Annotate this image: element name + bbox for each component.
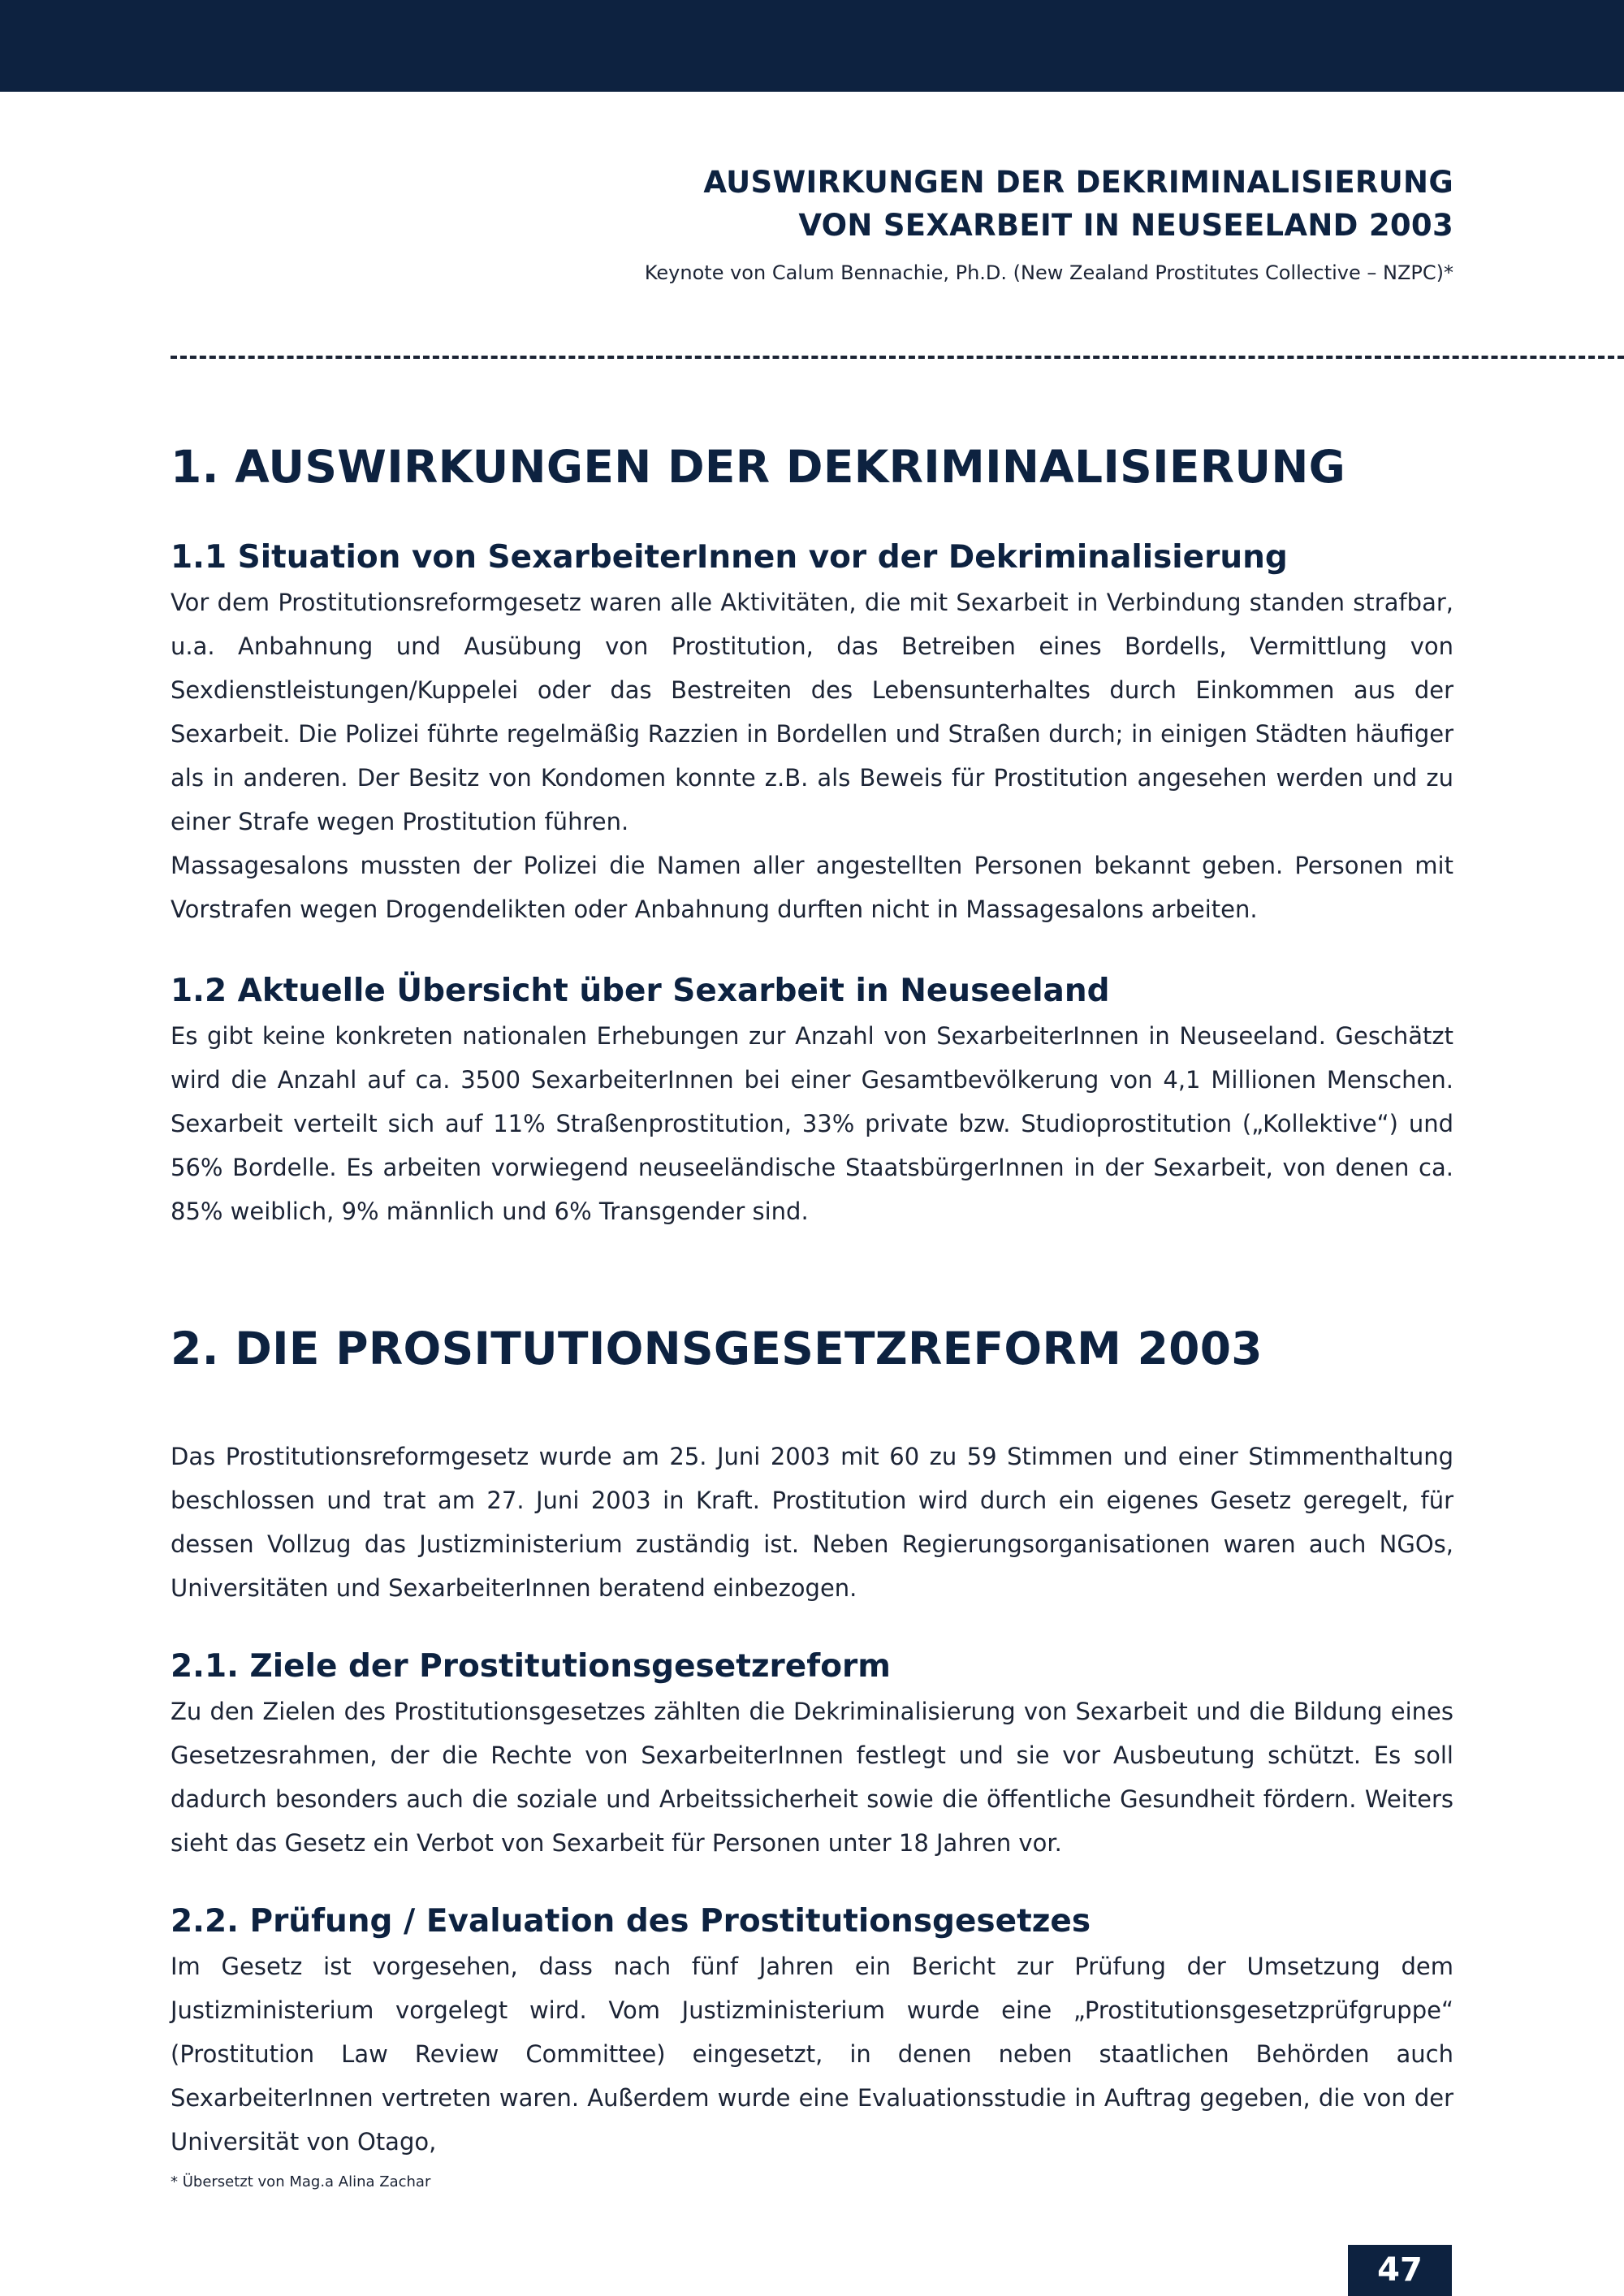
section-2-1-paragraph-1: Zu den Zielen des Prostitutionsgesetzes zählten die Dekriminalisierung von Sexarbeit und die Bildung eines Gesetzesrahmen, der die Rechte von SexarbeiterInnen festlegt und sie vor Ausbeutung schützt. Es soll dadurch besonders auch die soziale und Arbeitssicherheit sowie die öffentliche Gesundheit fördern. Weiters sieht das Gesetz ein Verbot von Sexarbeit für Personen unter 18 Jahren vor.	[171, 1698, 1453, 1857]
section-2-1-heading: 2.1. Ziele der Prostitutionsgesetzreform	[171, 1648, 891, 1685]
section-2-2-paragraph-1: Im Gesetz ist vorgesehen, dass nach fünf Jahren ein Bericht zur Prüfung der Umsetzung dem Justizministerium vorgelegt wird. Vom Justizministerium wurde eine „Prostitutionsgesetzprüfgruppe“ (Prostitution Law Review Committee) eingesetzt, in denen neben staatlichen Behörden auch SexarbeiterInnen vertreten waren. Außerdem wurde eine Evaluationsstudie in Auftrag gegeben, die von der Universität von Otago,	[171, 1953, 1453, 2156]
section-1-1-paragraph-2: Massagesalons mussten der Polizei die Namen aller angestellten Personen bekannt geben. Personen mit Vorstrafen wegen Drogendelikten oder Anbahnung durften nicht in Massagesalons arbeiten.	[171, 852, 1453, 923]
article-title-line-1: AUSWIRKUNGEN DER DEKRIMINALISIERUNG	[703, 165, 1453, 200]
section-2-2-heading: 2.2. Prüfung / Evaluation des Prostitutionsgesetzes	[171, 1903, 1091, 1940]
section-1-2-paragraph-1: Es gibt keine konkreten nationalen Erhebungen zur Anzahl von SexarbeiterInnen in Neuseeland. Geschätzt wird die Anzahl auf ca. 3500 SexarbeiterInnen bei einer Gesamtbevölkerung von 4,1 Millionen Menschen. Sexarbeit verteilt sich auf 11% Straßenprostitution, 33% private bzw. Studioprostitution („Kollektive“) und 56% Bordelle. Es arbeiten vorwiegend neuseeländische StaatsbürgerInnen in der Sexarbeit, von denen ca. 85% weiblich, 9% männlich und 6% Transgender sind.	[171, 1022, 1453, 1225]
section-2-heading: 2. DIE PROSITUTIONSGESETZREFORM 2003	[171, 1323, 1263, 1375]
article-header	[645, 161, 1453, 287]
section-2-intro: Das Prostitutionsreformgesetz wurde am 25. Juni 2003 mit 60 zu 59 Stimmen und einer Stimmenthaltung beschlossen und trat am 27. Juni 2003 in Kraft. Prostitution wird durch ein eigenes Gesetz geregelt, für dessen Vollzug das Justizministerium zuständig ist. Neben Regierungsorganisationen waren auch NGOs, Universitäten und SexarbeiterInnen beratend einbezogen.	[171, 1443, 1453, 1602]
section-1-2-heading: 1.2 Aktuelle Übersicht über Sexarbeit in Neuseeland	[171, 973, 1110, 1009]
top-banner	[0, 0, 1624, 92]
article-title-line-2: VON SEXARBEIT IN NEUSEELAND 2003	[798, 208, 1453, 243]
section-1-1-paragraph-1: Vor dem Prostitutionsreformgesetz waren alle Aktivitäten, die mit Sexarbeit in Verbindung standen strafbar, u.a. Anbahnung und Ausübung von Prostitution, das Betreiben eines Bordells, Vermittlung von Sexdienstleistungen/Kuppelei oder das Bestreiten des Lebensunterhaltes durch Einkommen aus der Sexarbeit. Die Polizei führte regelmäßig Razzien in Bordellen und Straßen durch; in einigen Städten häufiger als in anderen. Der Besitz von Kondomen konnte z.B. als Beweis für Prostitution angesehen werden und zu einer Strafe wegen Prostitution führen.	[171, 589, 1453, 835]
article-subtitle: Keynote von Calum Bennachie, Ph.D. (New Zealand Prostitutes Collective – NZPC)*	[644, 261, 1453, 284]
footnote: * Übersetzt von Mag.a Alina Zachar	[171, 2173, 431, 2190]
section-1-1-heading: 1.1 Situation von SexarbeiterInnen vor der Dekriminalisierung	[171, 539, 1288, 576]
page-number: 47	[1348, 2245, 1452, 2296]
dashed-divider	[171, 356, 1624, 359]
article-body	[171, 430, 1453, 2164]
section-1-heading: 1. AUSWIRKUNGEN DER DEKRIMINALISIERUNG	[171, 441, 1346, 493]
